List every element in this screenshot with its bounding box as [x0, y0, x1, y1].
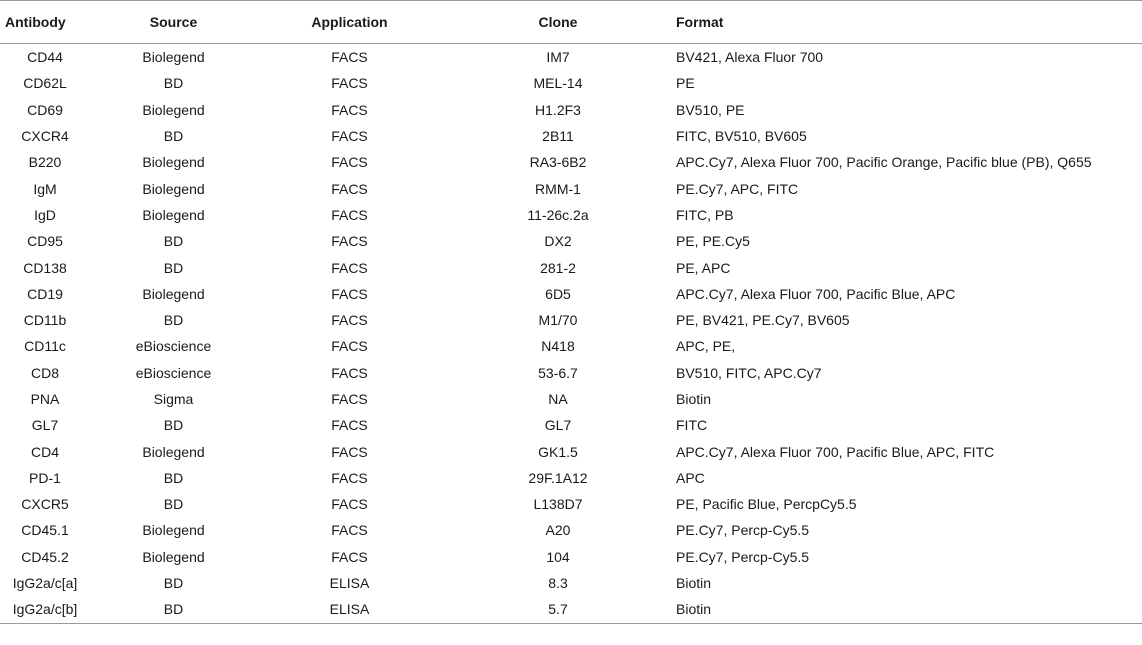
- cell-clone: DX2: [544, 233, 572, 250]
- table-header: [0, 1, 1142, 44]
- cell-application: FACS: [331, 154, 368, 171]
- cell-format: FITC, BV510, BV605: [676, 128, 807, 145]
- cell-clone: 6D5: [545, 285, 571, 302]
- header-antibody: Antibody: [0, 1, 90, 44]
- table-row: [0, 123, 1142, 149]
- cell-source: BD: [163, 233, 184, 250]
- cell-clone: MEL-14: [533, 75, 583, 92]
- cell-clone: A20: [545, 522, 571, 539]
- cell-antibody: CD44: [27, 49, 63, 66]
- table-row: [0, 281, 1142, 307]
- cell-clone: 2B11: [542, 128, 574, 145]
- cell-source: BD: [163, 259, 184, 276]
- cell-format: FITC: [676, 417, 708, 434]
- cell-format: BV421, Alexa Fluor 700: [676, 49, 824, 66]
- cell-antibody: CD62L: [23, 75, 67, 92]
- cell-format: PE, APC: [676, 259, 731, 276]
- cell-application: FACS: [331, 364, 368, 381]
- cell-application: FACS: [331, 469, 368, 486]
- table-row: [0, 307, 1142, 333]
- cell-antibody: CD4: [30, 443, 59, 460]
- cell-antibody: PNA: [30, 391, 60, 407]
- cell-application: FACS: [331, 496, 368, 513]
- cell-format: APC.Cy7, Alexa Fluor 700, Pacific Blue, APC: [676, 285, 956, 302]
- table-row: [0, 149, 1142, 175]
- cell-application: FACS: [331, 259, 368, 276]
- table-row: [0, 175, 1142, 201]
- cell-antibody: CD45.2: [21, 548, 69, 565]
- cell-source: Biolegend: [142, 443, 205, 460]
- cell-format: PE.Cy7, APC, FITC: [676, 180, 799, 197]
- cell-clone: 5.7: [442, 596, 674, 623]
- table-row: [0, 438, 1142, 464]
- cell-antibody: B220: [28, 154, 62, 171]
- cell-source: Biolegend: [142, 548, 205, 565]
- cell-antibody: CD69: [27, 101, 63, 118]
- cell-format: PE.Cy7, Percp-Cy5.5: [676, 522, 810, 539]
- cell-clone: 281-2: [540, 259, 576, 276]
- table-row: [0, 70, 1142, 96]
- cell-antibody: CD11b: [23, 312, 67, 329]
- cell-application: FACS: [331, 233, 368, 250]
- table-row: [0, 44, 1142, 71]
- header-format: Format: [674, 1, 1142, 44]
- cell-antibody: CD11c: [24, 338, 66, 355]
- table-row: [0, 333, 1142, 359]
- cell-source: Biolegend: [142, 180, 205, 197]
- cell-application: FACS: [331, 522, 368, 539]
- cell-application: FACS: [331, 417, 368, 434]
- cell-antibody: CD19: [27, 285, 63, 302]
- cell-application: FACS: [331, 312, 368, 329]
- cell-application: FACS: [331, 49, 368, 66]
- table-row: [0, 202, 1142, 228]
- header-row: [0, 1, 1142, 44]
- table-row: [0, 491, 1142, 517]
- header-source: Source: [90, 1, 257, 44]
- cell-source: BD: [90, 596, 257, 623]
- table-row: [0, 465, 1142, 491]
- table-row: [0, 412, 1142, 438]
- table-row: [0, 570, 1142, 596]
- table-row: [0, 386, 1142, 412]
- cell-format: APC: [676, 469, 705, 486]
- cell-clone: 104: [546, 548, 570, 565]
- cell-source: BD: [163, 128, 184, 145]
- cell-antibody: GL7: [31, 417, 59, 434]
- cell-source: Biolegend: [142, 206, 205, 223]
- cell-format: FITC, PB: [676, 206, 734, 223]
- table-row: [0, 596, 1142, 623]
- cell-antibody: IgD: [34, 206, 56, 223]
- cell-clone: 29F.1A12: [528, 469, 588, 486]
- cell-clone: RMM-1: [535, 180, 581, 197]
- cell-clone: GL7: [544, 417, 572, 434]
- cell-application: FACS: [331, 128, 368, 145]
- cell-source: eBioscience: [135, 338, 212, 355]
- cell-format: BV510, PE: [676, 101, 745, 118]
- cell-format: PE: [676, 75, 695, 92]
- cell-clone: H1.2F3: [535, 101, 581, 118]
- cell-format: Biotin: [676, 575, 712, 592]
- cell-clone: 11-26c.2a: [527, 206, 589, 223]
- cell-source: BD: [163, 469, 184, 486]
- cell-clone: IM7: [546, 49, 570, 66]
- cell-source: Biolegend: [142, 49, 205, 66]
- cell-application: FACS: [331, 75, 368, 92]
- cell-format: BV510, FITC, APC.Cy7: [676, 364, 822, 381]
- cell-antibody: CD138: [23, 259, 67, 276]
- cell-application: FACS: [331, 180, 368, 197]
- cell-application: FACS: [331, 338, 368, 355]
- cell-clone: 53-6.7: [538, 364, 578, 381]
- cell-antibody: IgG2a/c[b]: [0, 596, 90, 623]
- cell-format: Biotin: [676, 391, 712, 407]
- cell-source: BD: [163, 575, 184, 592]
- cell-source: Biolegend: [142, 285, 205, 302]
- header-application: Application: [257, 1, 442, 44]
- cell-format: APC.Cy7, Alexa Fluor 700, Pacific Blue, APC, FITC: [676, 443, 995, 460]
- table-row: [0, 254, 1142, 280]
- cell-source: BD: [163, 312, 184, 329]
- cell-format: PE, PE.Cy5: [676, 233, 750, 250]
- table-row: [0, 544, 1142, 570]
- cell-antibody: IgM: [33, 180, 57, 197]
- cell-format: PE, Pacific Blue, PercpCy5.5: [676, 496, 857, 513]
- cell-source: Biolegend: [142, 154, 205, 171]
- cell-source: BD: [163, 417, 184, 434]
- cell-clone: L138D7: [533, 496, 583, 513]
- table-row: [0, 360, 1142, 386]
- cell-application: FACS: [331, 548, 368, 565]
- cell-format: APC, PE,: [676, 338, 736, 355]
- cell-antibody: IgG2a/c[a]: [12, 575, 78, 592]
- cell-application: FACS: [331, 101, 368, 118]
- cell-format: APC.Cy7, Alexa Fluor 700, Pacific Orange, Pacific blue (PB), Q655: [676, 154, 1092, 171]
- table-row: [0, 97, 1142, 123]
- table-row: [0, 228, 1142, 254]
- cell-source: BD: [163, 496, 184, 513]
- cell-clone: NA: [548, 391, 568, 407]
- cell-source: BD: [163, 75, 184, 92]
- cell-antibody: CD95: [27, 233, 63, 250]
- cell-application: FACS: [331, 285, 368, 302]
- cell-application: FACS: [331, 206, 368, 223]
- cell-application: ELISA: [257, 596, 442, 623]
- cell-format: PE.Cy7, Percp-Cy5.5: [676, 548, 810, 565]
- cell-clone: N418: [541, 338, 575, 355]
- cell-source: Biolegend: [142, 101, 205, 118]
- table-body: [0, 44, 1142, 624]
- cell-source: Biolegend: [142, 522, 205, 539]
- cell-format: Biotin: [674, 596, 1142, 623]
- cell-antibody: CD8: [30, 364, 59, 381]
- cell-clone: M1/70: [538, 312, 578, 329]
- cell-source: eBioscience: [135, 364, 212, 381]
- cell-antibody: CXCR5: [21, 496, 69, 513]
- cell-clone: GK1.5: [538, 443, 578, 460]
- cell-application: FACS: [331, 391, 368, 407]
- cell-clone: 8.3: [548, 575, 568, 592]
- cell-application: FACS: [331, 443, 368, 460]
- cell-clone: RA3-6B2: [529, 154, 587, 171]
- cell-application: ELISA: [329, 575, 370, 592]
- cell-antibody: CXCR4: [21, 128, 69, 145]
- cell-antibody: PD-1: [29, 469, 61, 486]
- header-clone: Clone: [442, 1, 674, 44]
- cell-format: PE, BV421, PE.Cy7, BV605: [676, 312, 850, 329]
- cell-antibody: CD45.1: [21, 522, 69, 539]
- cell-source: Sigma: [153, 391, 194, 407]
- table-row: [0, 517, 1142, 543]
